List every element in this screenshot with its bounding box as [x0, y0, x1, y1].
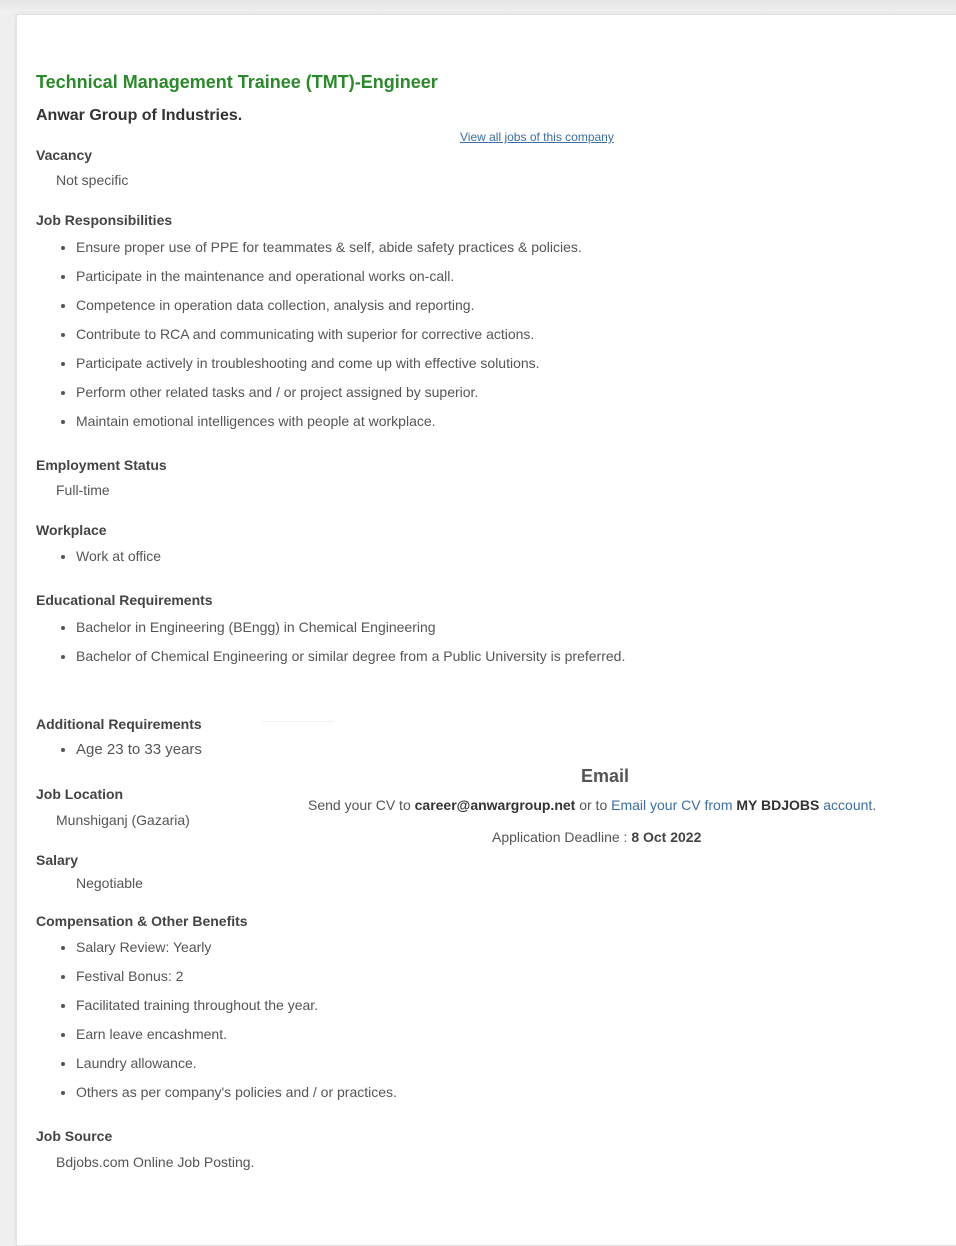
send-cv-prefix: Send your CV to: [308, 797, 411, 813]
list-item: • Participate actively in troubleshooting and come up with effective solutions.: [76, 351, 636, 375]
list-item: • Salary Review: Yearly: [76, 935, 636, 959]
vacancy-heading: Vacancy: [36, 147, 93, 163]
application-deadline: [492, 829, 701, 845]
salary-value: Negotiable: [76, 875, 143, 891]
list-item: • Perform other related tasks and / or project assigned by superior.: [76, 380, 636, 404]
list-item: • Facilitated training throughout the year.: [76, 993, 636, 1017]
list-item: • Participate in the maintenance and operational works on-call.: [76, 264, 636, 288]
job-source-heading: Job Source: [36, 1128, 113, 1144]
job-location-heading: Job Location: [36, 786, 124, 802]
workplace-heading: Workplace: [36, 522, 107, 538]
list-item: • Ensure proper use of PPE for teammates & self, abide safety practices & policies.: [76, 235, 636, 259]
list-item: • Laundry allowance.: [76, 1051, 636, 1075]
additional-requirements-list: [36, 738, 636, 767]
benefits-heading: Compensation & Other Benefits: [36, 913, 248, 929]
deadline-value: 8 Oct 2022: [631, 829, 702, 845]
list-item: • Maintain emotional intelligences with people at workplace.: [76, 409, 636, 433]
list-item: • Earn leave encashment.: [76, 1022, 636, 1046]
workplace-list: [36, 544, 636, 573]
benefits-list: [36, 935, 636, 1109]
job-source-value: Bdjobs.com Online Job Posting.: [56, 1154, 255, 1170]
salary-heading: Salary: [36, 852, 79, 868]
list-item: • Others as per company's policies and / or practices.: [76, 1080, 636, 1104]
additional-requirements-heading: Additional Requirements: [36, 716, 202, 732]
email-cv-link-text: Email your CV from: [611, 797, 733, 813]
send-cv-instructions: [308, 797, 876, 813]
company-email: career@anwargroup.net: [414, 797, 576, 813]
education-list: [36, 615, 636, 673]
employment-status-value: Full-time: [56, 482, 110, 498]
or-to-text: or to: [579, 797, 608, 813]
deadline-label: Application Deadline :: [492, 829, 628, 845]
list-item: • Festival Bonus: 2: [76, 964, 636, 988]
list-item: • Work at office: [76, 544, 636, 568]
period-text: .: [872, 797, 877, 813]
apply-email-heading: Email: [581, 766, 630, 786]
list-item: • Age 23 to 33 years: [76, 738, 636, 762]
account-link-text: account: [823, 797, 873, 813]
list-item: • Bachelor in Engineering (BEngg) in Chemical Engineering: [76, 615, 636, 639]
education-heading: Educational Requirements: [36, 592, 213, 608]
job-title: Technical Management Trainee (TMT)-Engineer: [36, 72, 438, 92]
list-item: • Bachelor of Chemical Engineering or similar degree from a Public University is preferred.: [76, 644, 636, 668]
divider: [262, 721, 334, 722]
company-name: Anwar Group of Industries.: [36, 107, 243, 124]
responsibilities-heading: Job Responsibilities: [36, 212, 173, 228]
email-cv-link[interactable]: [611, 797, 872, 813]
top-bar-shadow: [0, 0, 956, 14]
responsibilities-list: [36, 235, 636, 438]
view-all-jobs-link[interactable]: View all jobs of this company: [460, 130, 614, 144]
job-location-value: Munshiganj (Gazaria): [56, 812, 190, 828]
list-item: • Competence in operation data collection, analysis and reporting.: [76, 293, 636, 317]
list-item: • Contribute to RCA and communicating with superior for corrective actions.: [76, 322, 636, 346]
vacancy-value: Not specific: [56, 172, 129, 188]
employment-status-heading: Employment Status: [36, 457, 167, 473]
my-bdjobs-link-text: MY BDJOBS: [736, 797, 820, 813]
